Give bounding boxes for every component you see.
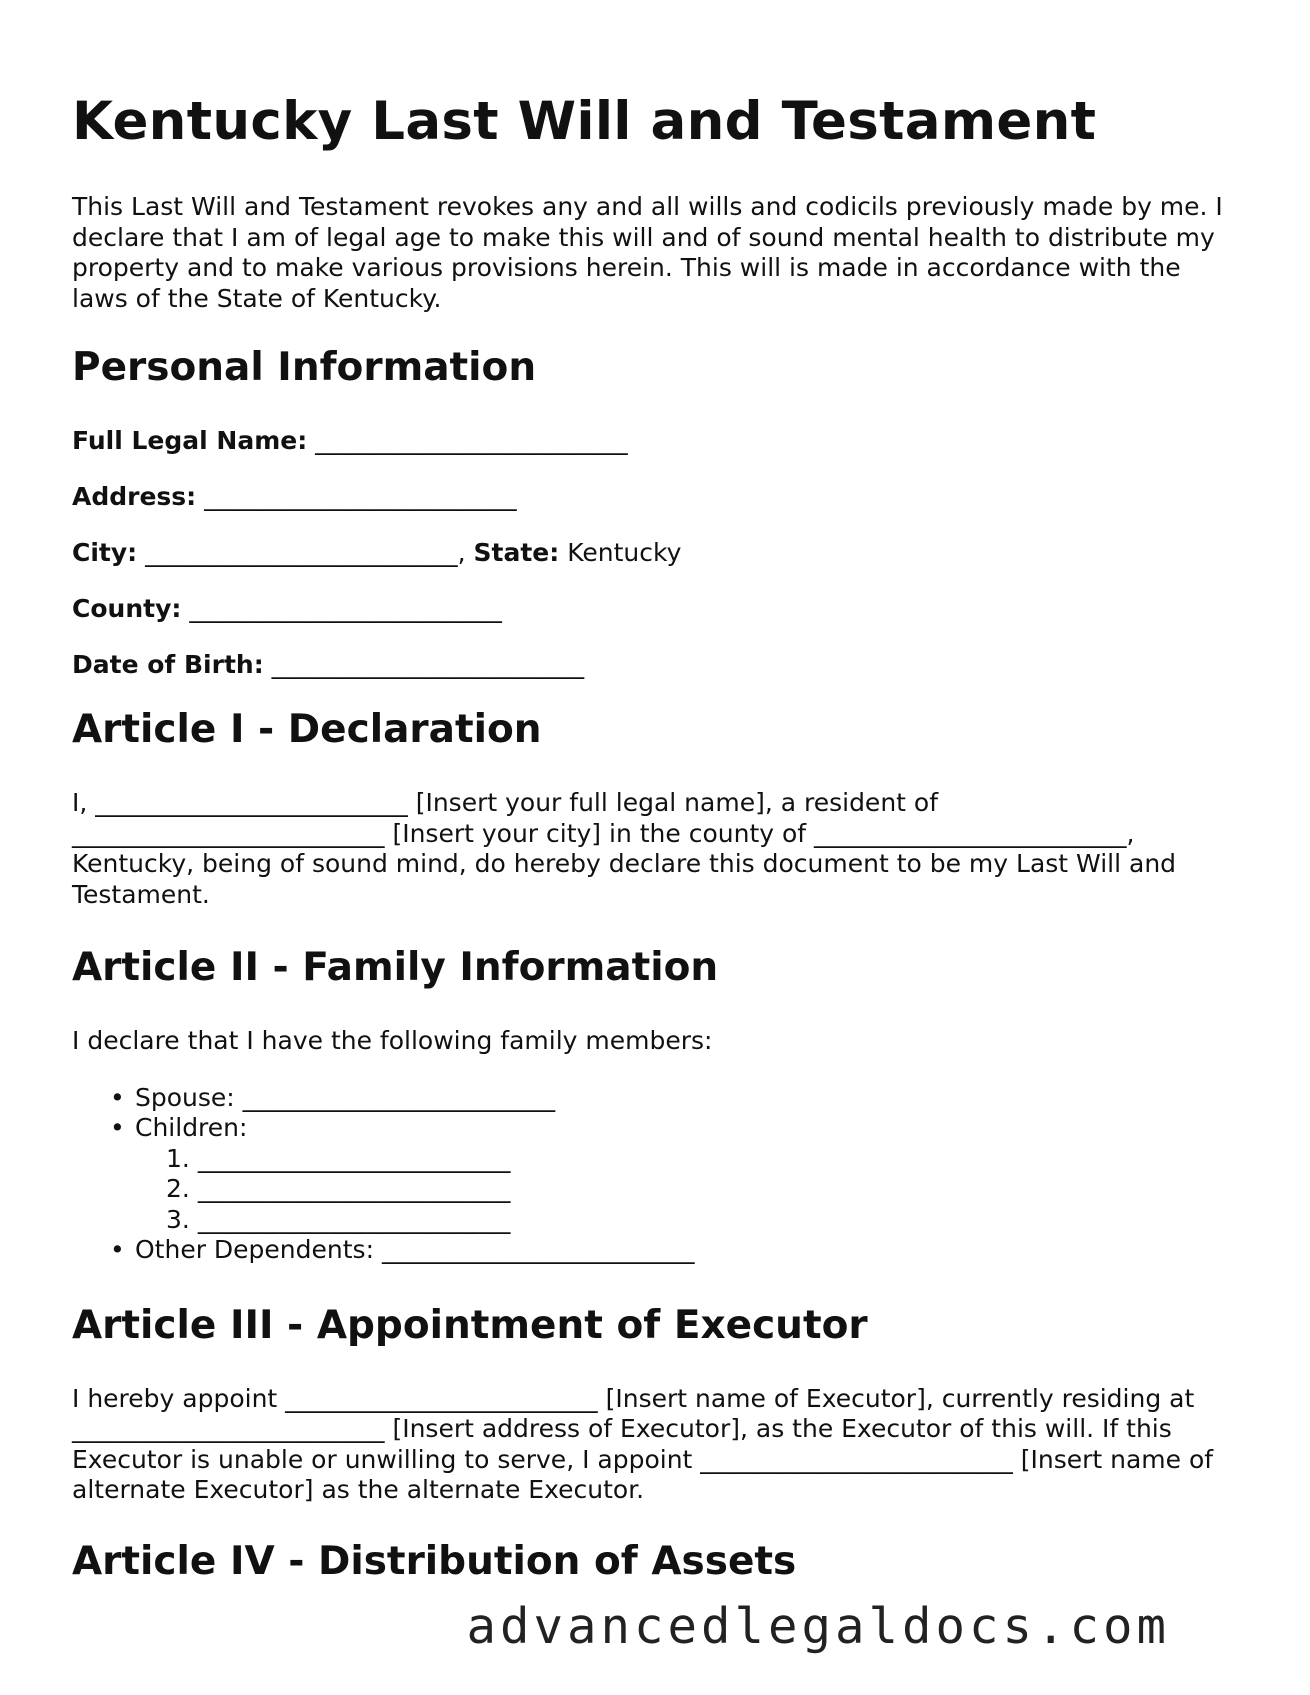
personal-information-heading: Personal Information: [72, 345, 537, 390]
children-label: Children:: [135, 1113, 248, 1142]
county-label: County:: [72, 594, 182, 623]
family-members-list: [72, 1083, 1232, 1266]
document-title: Kentucky Last Will and Testament: [72, 91, 1097, 152]
child-item: [166, 1144, 1232, 1175]
list-item-other-dependents: [110, 1235, 1232, 1266]
watermark: advancedlegaldocs.com: [466, 1598, 1170, 1655]
comma: ,: [457, 538, 466, 567]
article-2-heading: Article II - Family Information: [72, 945, 719, 990]
bullet-icon: •: [110, 1113, 125, 1142]
article-4-heading: Article IV - Distribution of Assets: [72, 1538, 797, 1584]
city-blank: _________________________: [145, 538, 458, 567]
date-of-birth-label: Date of Birth:: [72, 650, 264, 679]
child-number: 3.: [166, 1204, 190, 1234]
bullet-icon: •: [110, 1235, 125, 1264]
address-field: [72, 482, 1232, 512]
address-blank: _________________________: [204, 482, 517, 511]
state-value: Kentucky: [567, 538, 682, 567]
date-of-birth-blank: _________________________: [271, 650, 585, 679]
full-legal-name-field: [72, 426, 1232, 456]
article-3-heading: Article III - Appointment of Executor: [72, 1302, 868, 1348]
child-number: 2.: [166, 1174, 190, 1203]
county-field: [72, 594, 1232, 624]
child-blank: _________________________: [197, 1174, 511, 1203]
article-1-text: I, _________________________ [Insert your full legal name], a resident of _________________________ [Insert your city] in the county of _________________________, Kentucky, being of sound mind, do hereby declare this document to be my Last Will and Testament.: [72, 788, 1177, 909]
full-legal-name-blank: _________________________: [315, 426, 628, 455]
article-1-heading: Article I - Declaration: [72, 707, 542, 752]
children-list: [135, 1144, 1232, 1236]
spouse-blank: _________________________: [242, 1082, 556, 1112]
document-page: [72, 0, 1232, 1586]
date-of-birth-field: [72, 650, 1232, 680]
other-dependents-label: Other Dependents:: [135, 1235, 375, 1264]
city-label: City:: [72, 538, 138, 567]
address-label: Address:: [72, 482, 197, 511]
full-legal-name-label: Full Legal Name:: [72, 426, 308, 455]
article-3-text: I hereby appoint _________________________ [Insert name of Executor], currently residing at _________________________ [Insert address of Executor], as the Executor of this will. If this Executor is unable or unwilling to serve, I appoint _________________________ [Insert name of alternate Executor] as the alternate Executor.: [72, 1383, 1214, 1504]
state-label: State:: [473, 538, 560, 567]
child-item: [166, 1205, 1232, 1236]
other-dependents-blank: _________________________: [381, 1235, 695, 1264]
child-blank: _________________________: [197, 1204, 511, 1234]
child-item: [166, 1174, 1232, 1205]
city-state-field: [72, 538, 1232, 568]
spouse-label: Spouse:: [135, 1082, 235, 1112]
article-2-text: I declare that I have the following family members:: [72, 1026, 713, 1055]
intro-paragraph: This Last Will and Testament revokes any and all wills and codicils previously made by me. I declare that I am of legal age to make this will and of sound mental health to distribute my property and to make various provisions herein. This will is made in accordance with the laws of the State of Kentucky.: [72, 192, 1223, 313]
child-number: 1.: [166, 1143, 190, 1173]
bullet-icon: •: [110, 1082, 125, 1112]
list-item-children: [110, 1113, 1232, 1235]
county-blank: _________________________: [189, 594, 502, 623]
list-item-spouse: [110, 1083, 1232, 1114]
child-blank: _________________________: [197, 1143, 511, 1173]
